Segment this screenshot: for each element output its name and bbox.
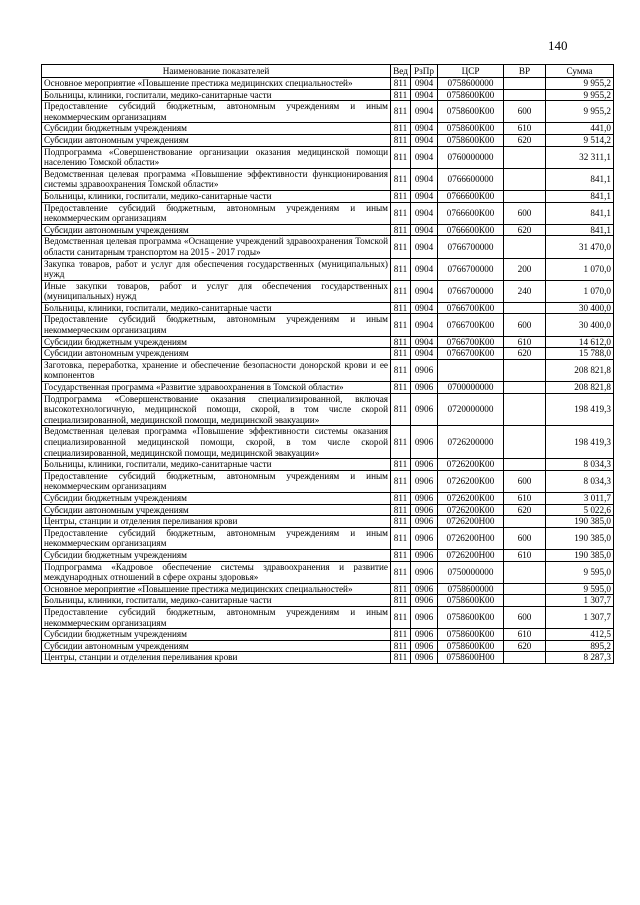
row-rzpr-cell: 0906 — [411, 492, 438, 504]
row-csr-cell: 0726200Н00 — [438, 549, 504, 561]
row-csr-cell: 0758600К00 — [438, 606, 504, 628]
row-csr-cell: 0700000000 — [438, 382, 504, 394]
row-csr-cell: 0766700К00 — [438, 336, 504, 348]
row-name-cell: Ведомственная целевая программа «Повышение эффективности системы оказания специализированной медицинской помощи, скорой, в том числе скорой специализированной, медицинской помощи, медицинской эвакуации» — [42, 426, 391, 459]
row-rzpr-cell: 0904 — [411, 258, 438, 280]
row-ved-cell: 811 — [391, 168, 411, 190]
row-csr-cell: 0726200Н00 — [438, 516, 504, 528]
row-sum-cell: 8 287,3 — [546, 652, 614, 664]
row-ved-cell: 811 — [391, 382, 411, 394]
row-ved-cell: 811 — [391, 595, 411, 607]
row-name-cell: Основное мероприятие «Повышение престижа медицинских специальностей» — [42, 583, 391, 595]
row-name-cell: Государственная программа «Развитие здравоохранения в Томской области» — [42, 382, 391, 394]
row-sum-cell: 9 595,0 — [546, 583, 614, 595]
row-vr-cell: 620 — [504, 224, 546, 236]
row-sum-cell: 15 788,0 — [546, 348, 614, 360]
row-vr-cell — [504, 382, 546, 394]
row-ved-cell: 811 — [391, 492, 411, 504]
row-sum-cell: 190 385,0 — [546, 549, 614, 561]
table-row — [42, 629, 614, 641]
row-sum-cell: 841,1 — [546, 202, 614, 224]
row-vr-cell — [504, 583, 546, 595]
table-row — [42, 606, 614, 628]
row-rzpr-cell: 0906 — [411, 359, 438, 381]
budget-table — [41, 64, 614, 664]
row-ved-cell: 811 — [391, 348, 411, 360]
row-csr-cell: 0766700000 — [438, 236, 504, 258]
row-sum-cell: 1 307,7 — [546, 606, 614, 628]
row-rzpr-cell: 0906 — [411, 504, 438, 516]
row-sum-cell: 190 385,0 — [546, 516, 614, 528]
header-ved: Вед — [391, 65, 411, 78]
row-csr-cell: 0726200000 — [438, 426, 504, 459]
row-vr-cell — [504, 78, 546, 90]
row-vr-cell — [504, 459, 546, 471]
row-ved-cell: 811 — [391, 459, 411, 471]
row-ved-cell: 811 — [391, 516, 411, 528]
row-vr-cell — [504, 393, 546, 426]
row-csr-cell: 0760000000 — [438, 146, 504, 168]
table-row — [42, 516, 614, 528]
row-sum-cell: 14 612,0 — [546, 336, 614, 348]
row-ved-cell: 811 — [391, 258, 411, 280]
row-name-cell: Больницы, клиники, госпитали, медико-санитарные части — [42, 190, 391, 202]
header-name: Наименование показателей — [42, 65, 391, 78]
row-vr-cell: 610 — [504, 336, 546, 348]
row-csr-cell: 0726200К00 — [438, 459, 504, 471]
row-ved-cell: 811 — [391, 606, 411, 628]
table-row — [42, 190, 614, 202]
table-row — [42, 595, 614, 607]
row-name-cell: Субсидии бюджетным учреждениям — [42, 549, 391, 561]
row-csr-cell: 0758600К00 — [438, 629, 504, 641]
row-vr-cell: 240 — [504, 280, 546, 302]
row-sum-cell: 198 419,3 — [546, 393, 614, 426]
row-ved-cell: 811 — [391, 202, 411, 224]
table-body — [42, 78, 614, 664]
row-vr-cell: 610 — [504, 492, 546, 504]
row-sum-cell: 8 034,3 — [546, 459, 614, 471]
row-name-cell: Больницы, клиники, госпитали, медико-санитарные части — [42, 459, 391, 471]
row-rzpr-cell: 0904 — [411, 146, 438, 168]
row-sum-cell: 1 307,7 — [546, 595, 614, 607]
table-row — [42, 101, 614, 123]
row-rzpr-cell: 0906 — [411, 382, 438, 394]
row-sum-cell: 30 400,0 — [546, 302, 614, 314]
table-row — [42, 89, 614, 101]
header-csr: ЦСР — [438, 65, 504, 78]
row-csr-cell: 0766600К00 — [438, 224, 504, 236]
row-sum-cell: 9 955,2 — [546, 101, 614, 123]
row-sum-cell: 208 821,8 — [546, 382, 614, 394]
row-name-cell: Субсидии бюджетным учреждениям — [42, 492, 391, 504]
row-ved-cell: 811 — [391, 561, 411, 583]
row-ved-cell: 811 — [391, 78, 411, 90]
table-row — [42, 123, 614, 135]
row-name-cell: Иные закупки товаров, работ и услуг для обеспечения государственных (муниципальных) нужд — [42, 280, 391, 302]
row-vr-cell: 600 — [504, 527, 546, 549]
page-number: 140 — [548, 38, 568, 53]
table-row — [42, 336, 614, 348]
table-row — [42, 359, 614, 381]
row-sum-cell: 208 821,8 — [546, 359, 614, 381]
row-vr-cell: 200 — [504, 258, 546, 280]
row-name-cell: Подпрограмма «Совершенствование организации оказания медицинской помощи населению Томской области» — [42, 146, 391, 168]
row-rzpr-cell: 0904 — [411, 134, 438, 146]
row-name-cell: Субсидии бюджетным учреждениям — [42, 123, 391, 135]
row-vr-cell: 620 — [504, 504, 546, 516]
row-sum-cell: 9 514,2 — [546, 134, 614, 146]
row-vr-cell: 610 — [504, 629, 546, 641]
table-row — [42, 202, 614, 224]
row-rzpr-cell: 0904 — [411, 78, 438, 90]
row-ved-cell: 811 — [391, 280, 411, 302]
table-row — [42, 561, 614, 583]
row-vr-cell: 620 — [504, 134, 546, 146]
row-rzpr-cell: 0904 — [411, 314, 438, 336]
row-name-cell: Предоставление субсидий бюджетным, автономным учреждениям и иным некоммерческим организациям — [42, 202, 391, 224]
row-vr-cell — [504, 426, 546, 459]
row-name-cell: Субсидии автономным учреждениям — [42, 504, 391, 516]
table-row — [42, 426, 614, 459]
table-row — [42, 280, 614, 302]
row-rzpr-cell: 0906 — [411, 583, 438, 595]
row-vr-cell — [504, 190, 546, 202]
row-csr-cell: 0726200К00 — [438, 504, 504, 516]
row-name-cell: Основное мероприятие «Повышение престижа медицинских специальностей» — [42, 78, 391, 90]
row-csr-cell: 0758600К00 — [438, 595, 504, 607]
header-rzpr: РзПр — [411, 65, 438, 78]
row-sum-cell: 9 595,0 — [546, 561, 614, 583]
row-rzpr-cell: 0906 — [411, 640, 438, 652]
row-csr-cell: 0750000000 — [438, 561, 504, 583]
row-vr-cell — [504, 516, 546, 528]
row-ved-cell: 811 — [391, 470, 411, 492]
table-row — [42, 146, 614, 168]
table-row — [42, 314, 614, 336]
table-row — [42, 134, 614, 146]
row-sum-cell: 30 400,0 — [546, 314, 614, 336]
row-rzpr-cell: 0904 — [411, 190, 438, 202]
row-sum-cell: 3 011,7 — [546, 492, 614, 504]
row-name-cell: Предоставление субсидий бюджетным, автономным учреждениям и иным некоммерческим организациям — [42, 314, 391, 336]
row-rzpr-cell: 0904 — [411, 202, 438, 224]
row-sum-cell: 31 470,0 — [546, 236, 614, 258]
row-csr-cell: 0766700К00 — [438, 348, 504, 360]
row-sum-cell: 9 955,2 — [546, 89, 614, 101]
row-vr-cell: 600 — [504, 606, 546, 628]
table-row — [42, 652, 614, 664]
row-csr-cell: 0766600К00 — [438, 190, 504, 202]
row-name-cell: Субсидии автономным учреждениям — [42, 134, 391, 146]
row-rzpr-cell: 0906 — [411, 527, 438, 549]
row-csr-cell: 0758600Н00 — [438, 652, 504, 664]
row-ved-cell: 811 — [391, 224, 411, 236]
row-rzpr-cell: 0904 — [411, 89, 438, 101]
row-rzpr-cell: 0906 — [411, 393, 438, 426]
row-vr-cell — [504, 146, 546, 168]
row-vr-cell: 610 — [504, 549, 546, 561]
row-sum-cell: 5 022,6 — [546, 504, 614, 516]
row-name-cell: Предоставление субсидий бюджетным, автономным учреждениям и иным некоммерческим организациям — [42, 527, 391, 549]
row-sum-cell: 198 419,3 — [546, 426, 614, 459]
row-csr-cell: 0758600К00 — [438, 123, 504, 135]
row-rzpr-cell: 0906 — [411, 561, 438, 583]
row-ved-cell: 811 — [391, 426, 411, 459]
row-name-cell: Центры, станции и отделения переливания крови — [42, 516, 391, 528]
row-name-cell: Субсидии автономным учреждениям — [42, 640, 391, 652]
row-csr-cell: 0758600К00 — [438, 89, 504, 101]
row-rzpr-cell: 0904 — [411, 336, 438, 348]
row-vr-cell — [504, 652, 546, 664]
row-ved-cell: 811 — [391, 336, 411, 348]
row-sum-cell: 441,0 — [546, 123, 614, 135]
table-row — [42, 640, 614, 652]
row-sum-cell: 412,5 — [546, 629, 614, 641]
row-ved-cell: 811 — [391, 101, 411, 123]
row-sum-cell: 841,1 — [546, 224, 614, 236]
row-ved-cell: 811 — [391, 359, 411, 381]
row-sum-cell: 841,1 — [546, 190, 614, 202]
row-rzpr-cell: 0906 — [411, 549, 438, 561]
row-vr-cell — [504, 595, 546, 607]
row-ved-cell: 811 — [391, 393, 411, 426]
row-vr-cell: 600 — [504, 470, 546, 492]
table-row — [42, 549, 614, 561]
row-csr-cell — [438, 359, 504, 381]
row-sum-cell: 841,1 — [546, 168, 614, 190]
row-sum-cell: 1 070,0 — [546, 258, 614, 280]
row-name-cell: Субсидии бюджетным учреждениям — [42, 336, 391, 348]
row-rzpr-cell: 0904 — [411, 348, 438, 360]
row-vr-cell: 600 — [504, 101, 546, 123]
row-name-cell: Субсидии автономным учреждениям — [42, 224, 391, 236]
row-ved-cell: 811 — [391, 146, 411, 168]
row-rzpr-cell: 0904 — [411, 101, 438, 123]
row-name-cell: Больницы, клиники, госпитали, медико-санитарные части — [42, 302, 391, 314]
table-row — [42, 393, 614, 426]
row-csr-cell: 0720000000 — [438, 393, 504, 426]
row-rzpr-cell: 0906 — [411, 459, 438, 471]
row-ved-cell: 811 — [391, 640, 411, 652]
table-row — [42, 470, 614, 492]
row-rzpr-cell: 0904 — [411, 302, 438, 314]
row-sum-cell: 1 070,0 — [546, 280, 614, 302]
row-name-cell: Заготовка, переработка, хранение и обеспечение безопасности донорской крови и ее компонентов — [42, 359, 391, 381]
row-rzpr-cell: 0906 — [411, 426, 438, 459]
row-csr-cell: 0726200Н00 — [438, 527, 504, 549]
table-row — [42, 459, 614, 471]
header-sum: Сумма — [546, 65, 614, 78]
row-rzpr-cell: 0904 — [411, 236, 438, 258]
table-row — [42, 382, 614, 394]
row-name-cell: Больницы, клиники, госпитали, медико-санитарные части — [42, 595, 391, 607]
row-csr-cell: 0766700К00 — [438, 314, 504, 336]
row-vr-cell: 610 — [504, 123, 546, 135]
row-rzpr-cell: 0906 — [411, 629, 438, 641]
row-csr-cell: 0726200К00 — [438, 470, 504, 492]
row-vr-cell: 600 — [504, 314, 546, 336]
row-csr-cell: 0758600000 — [438, 78, 504, 90]
row-vr-cell — [504, 359, 546, 381]
table-row — [42, 527, 614, 549]
table-row — [42, 168, 614, 190]
row-rzpr-cell: 0906 — [411, 606, 438, 628]
row-rzpr-cell: 0906 — [411, 595, 438, 607]
row-csr-cell: 0766600000 — [438, 168, 504, 190]
row-ved-cell: 811 — [391, 302, 411, 314]
row-csr-cell: 0758600К00 — [438, 134, 504, 146]
row-rzpr-cell: 0904 — [411, 280, 438, 302]
row-ved-cell: 811 — [391, 652, 411, 664]
row-sum-cell: 895,2 — [546, 640, 614, 652]
row-csr-cell: 0766700000 — [438, 258, 504, 280]
row-sum-cell: 190 385,0 — [546, 527, 614, 549]
row-vr-cell: 620 — [504, 640, 546, 652]
row-name-cell: Ведомственная целевая программа «Повышение эффективности функционирования системы здравоохранения Томской области» — [42, 168, 391, 190]
table-row — [42, 224, 614, 236]
row-name-cell: Закупка товаров, работ и услуг для обеспечения государственных (муниципальных) нужд — [42, 258, 391, 280]
row-rzpr-cell: 0906 — [411, 470, 438, 492]
row-ved-cell: 811 — [391, 123, 411, 135]
row-ved-cell: 811 — [391, 190, 411, 202]
row-ved-cell: 811 — [391, 89, 411, 101]
row-vr-cell — [504, 561, 546, 583]
row-csr-cell: 0766700000 — [438, 280, 504, 302]
row-ved-cell: 811 — [391, 134, 411, 146]
row-csr-cell: 0758600К00 — [438, 640, 504, 652]
row-name-cell: Подпрограмма «Кадровое обеспечение системы здравоохранения и развитие международных отношений в сфере охраны здоровья» — [42, 561, 391, 583]
row-sum-cell: 32 311,1 — [546, 146, 614, 168]
row-csr-cell: 0758600К00 — [438, 101, 504, 123]
table-row — [42, 78, 614, 90]
row-vr-cell: 600 — [504, 202, 546, 224]
row-name-cell: Ведомственная целевая программа «Оснащение учреждений здравоохранения Томской области санитарным транспортом на 2015 - 2017 годы» — [42, 236, 391, 258]
row-ved-cell: 811 — [391, 583, 411, 595]
row-ved-cell: 811 — [391, 629, 411, 641]
table-row — [42, 492, 614, 504]
row-rzpr-cell: 0904 — [411, 123, 438, 135]
row-name-cell: Субсидии бюджетным учреждениям — [42, 629, 391, 641]
row-ved-cell: 811 — [391, 314, 411, 336]
row-vr-cell — [504, 302, 546, 314]
row-rzpr-cell: 0906 — [411, 652, 438, 664]
row-csr-cell: 0766600К00 — [438, 202, 504, 224]
row-rzpr-cell: 0906 — [411, 516, 438, 528]
row-ved-cell: 811 — [391, 527, 411, 549]
table-row — [42, 236, 614, 258]
table-row — [42, 258, 614, 280]
row-rzpr-cell: 0904 — [411, 224, 438, 236]
row-vr-cell: 620 — [504, 348, 546, 360]
row-name-cell: Подпрограмма «Совершенствование оказания специализированной, включая высокотехнологичную, медицинской помощи, скорой, в том числе скорой специализированной, медицинской помощи, медицинской эвакуации» — [42, 393, 391, 426]
row-ved-cell: 811 — [391, 236, 411, 258]
row-name-cell: Больницы, клиники, госпитали, медико-санитарные части — [42, 89, 391, 101]
row-ved-cell: 811 — [391, 549, 411, 561]
row-name-cell: Предоставление субсидий бюджетным, автономным учреждениям и иным некоммерческим организациям — [42, 470, 391, 492]
row-vr-cell — [504, 89, 546, 101]
table-header-row — [42, 65, 614, 78]
row-name-cell: Предоставление субсидий бюджетным, автономным учреждениям и иным некоммерческим организациям — [42, 101, 391, 123]
row-sum-cell: 8 034,3 — [546, 470, 614, 492]
header-vr: ВР — [504, 65, 546, 78]
row-rzpr-cell: 0904 — [411, 168, 438, 190]
table-row — [42, 348, 614, 360]
row-csr-cell: 0758600000 — [438, 583, 504, 595]
table-row — [42, 302, 614, 314]
row-vr-cell — [504, 236, 546, 258]
row-vr-cell — [504, 168, 546, 190]
row-name-cell: Предоставление субсидий бюджетным, автономным учреждениям и иным некоммерческим организациям — [42, 606, 391, 628]
table-row — [42, 583, 614, 595]
row-name-cell: Субсидии автономным учреждениям — [42, 348, 391, 360]
row-ved-cell: 811 — [391, 504, 411, 516]
row-csr-cell: 0766700К00 — [438, 302, 504, 314]
table-row — [42, 504, 614, 516]
row-csr-cell: 0726200К00 — [438, 492, 504, 504]
row-sum-cell: 9 955,2 — [546, 78, 614, 90]
row-name-cell: Центры, станции и отделения переливания крови — [42, 652, 391, 664]
